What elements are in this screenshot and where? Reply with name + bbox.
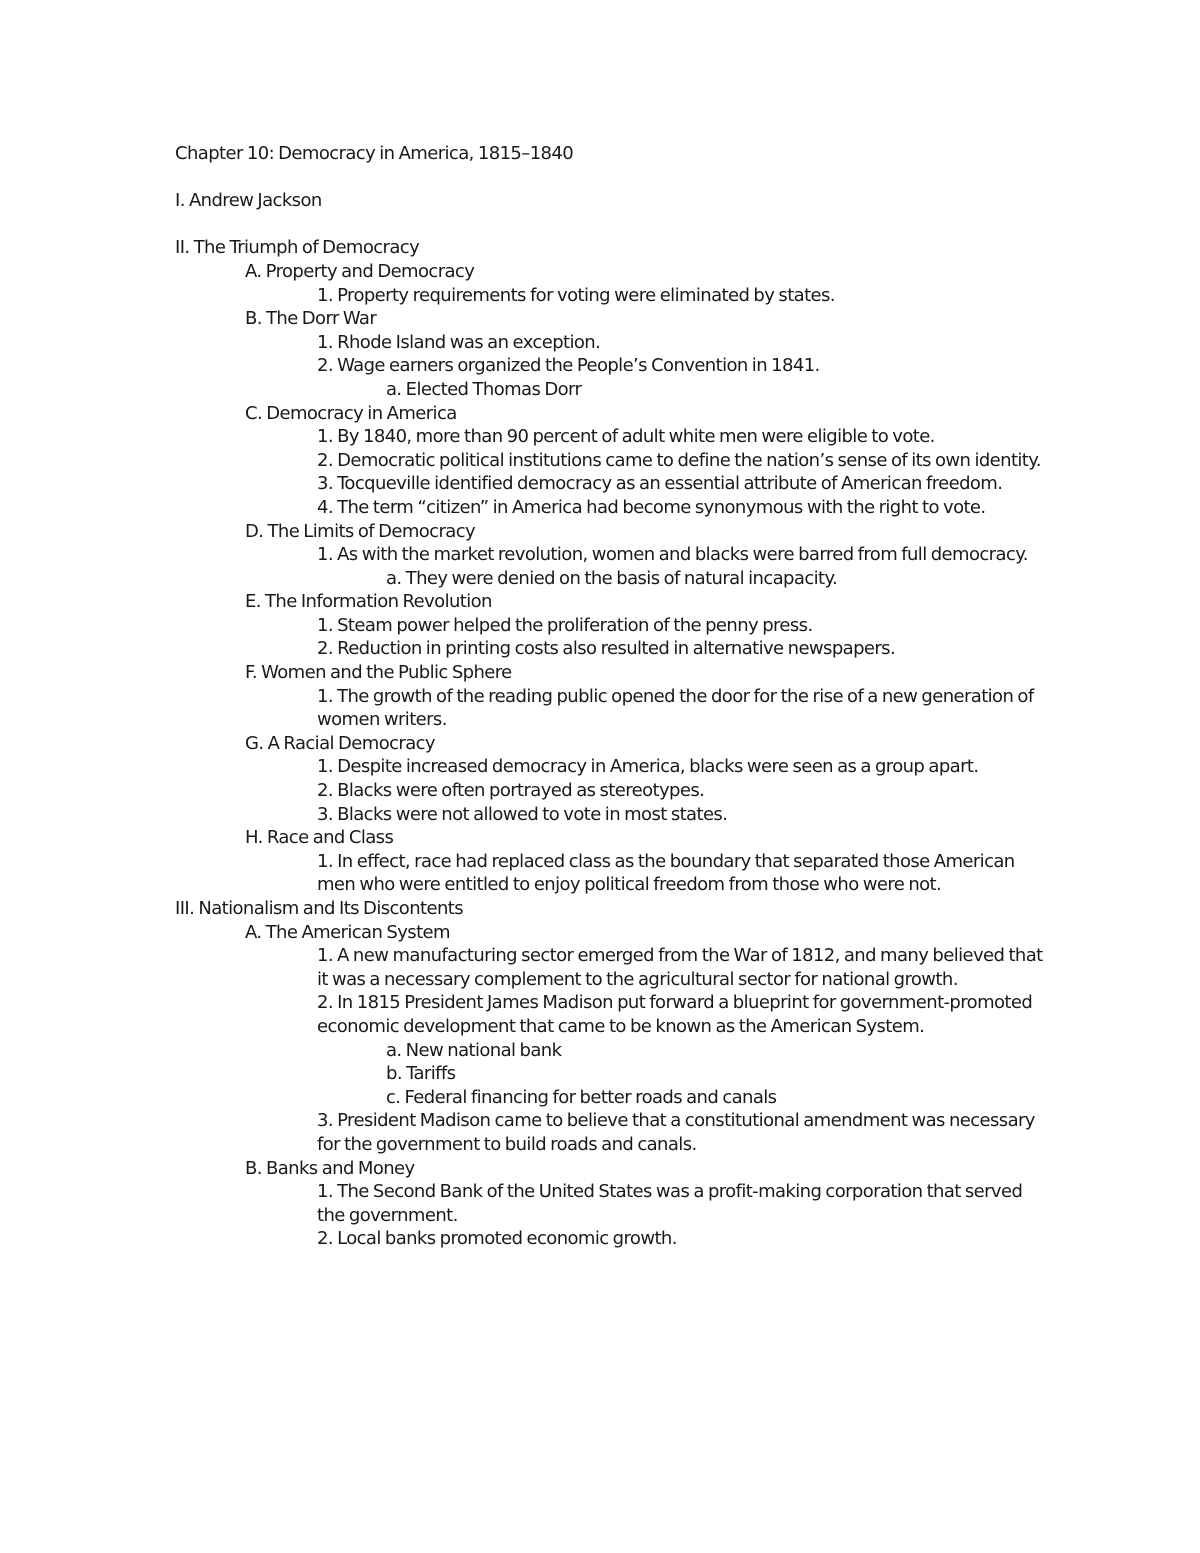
outline-point: 4. The term “citizen” in America had become synonymous with the right to vote.	[317, 496, 986, 518]
outline-point: 1. In effect, race had replaced class as the boundary that separated those American men who were entitled to enjoy political freedom from those who were not.	[317, 850, 1015, 896]
outline-point: 2. In 1815 President James Madison put forward a blueprint for government-promoted economic development that came to be known as the American System.	[317, 992, 1033, 1037]
outline-point: 1. Despite increased democracy in America, blacks were seen as a group apart.	[317, 756, 979, 778]
outline-subpoint: c. Federal financing for better roads and canals	[386, 1086, 777, 1108]
outline-point: 1. Property requirements for voting were eliminated by states.	[317, 284, 835, 306]
subsection-heading: A. Property and Democracy	[245, 260, 475, 282]
outline-point: 1. The Second Bank of the United States was a profit-making corporation that served the government.	[317, 1181, 1023, 1226]
outline-point: 2. Democratic political institutions came to define the nation’s sense of its own identity.	[317, 449, 1041, 471]
outline-point: 1. A new manufacturing sector emerged from the War of 1812, and many believed that it was a necessary complement to the agricultural sector for national growth.	[317, 945, 1043, 990]
outline-subpoint: a. New national bank	[386, 1039, 562, 1061]
outline-point: 1. Rhode Island was an exception.	[317, 331, 601, 353]
section-heading: I. Andrew Jackson	[175, 190, 322, 212]
section-heading: III. Nationalism and Its Discontents	[175, 898, 463, 919]
section-heading: II. The Triumph of Democracy	[175, 237, 420, 259]
outline-subpoint: a. They were denied on the basis of natural incapacity.	[386, 567, 838, 589]
outline-point: 2. Reduction in printing costs also resulted in alternative newspapers.	[317, 638, 896, 660]
outline-point: 2. Wage earners organized the People’s Convention in 1841.	[317, 355, 820, 377]
subsection-heading: A. The American System	[245, 921, 450, 943]
outline-point: 1. As with the market revolution, women and blacks were barred from full democracy.	[317, 544, 1028, 566]
subsection-heading: B. The Dorr War	[245, 308, 377, 330]
subsection-heading: G. A Racial Democracy	[245, 732, 435, 754]
subsection-heading: H. Race and Class	[245, 827, 394, 849]
subsection-heading: C. Democracy in America	[245, 402, 457, 424]
outline-subpoint: a. Elected Thomas Dorr	[386, 378, 582, 400]
outline-subpoint: b. Tariffs	[386, 1063, 456, 1085]
subsection-heading: E. The Information Revolution	[245, 591, 492, 613]
outline-point: 3. Blacks were not allowed to vote in most states.	[317, 803, 728, 825]
outline-point: 1. Steam power helped the proliferation of the penny press.	[317, 614, 813, 636]
outline-point: 1. The growth of the reading public opened the door for the rise of a new generation of women writers.	[317, 685, 1034, 731]
subsection-heading: D. The Limits of Democracy	[245, 520, 476, 542]
outline-point: 1. By 1840, more than 90 percent of adult white men were eligible to vote.	[317, 426, 935, 448]
outline-body	[175, 142, 1045, 1251]
outline-point: 3. Tocqueville identified democracy as an essential attribute of American freedom.	[317, 473, 1003, 495]
outline-point: 3. President Madison came to believe that a constitutional amendment was necessary for the government to build roads and canals.	[317, 1110, 1035, 1155]
outline-point: 2. Local banks promoted economic growth.	[317, 1228, 677, 1250]
page-title: Chapter 10: Democracy in America, 1815–1840	[175, 143, 574, 164]
outline-point: 2. Blacks were often portrayed as stereotypes.	[317, 780, 705, 802]
subsection-heading: F. Women and the Public Sphere	[245, 662, 512, 684]
subsection-heading: B. Banks and Money	[245, 1157, 415, 1179]
